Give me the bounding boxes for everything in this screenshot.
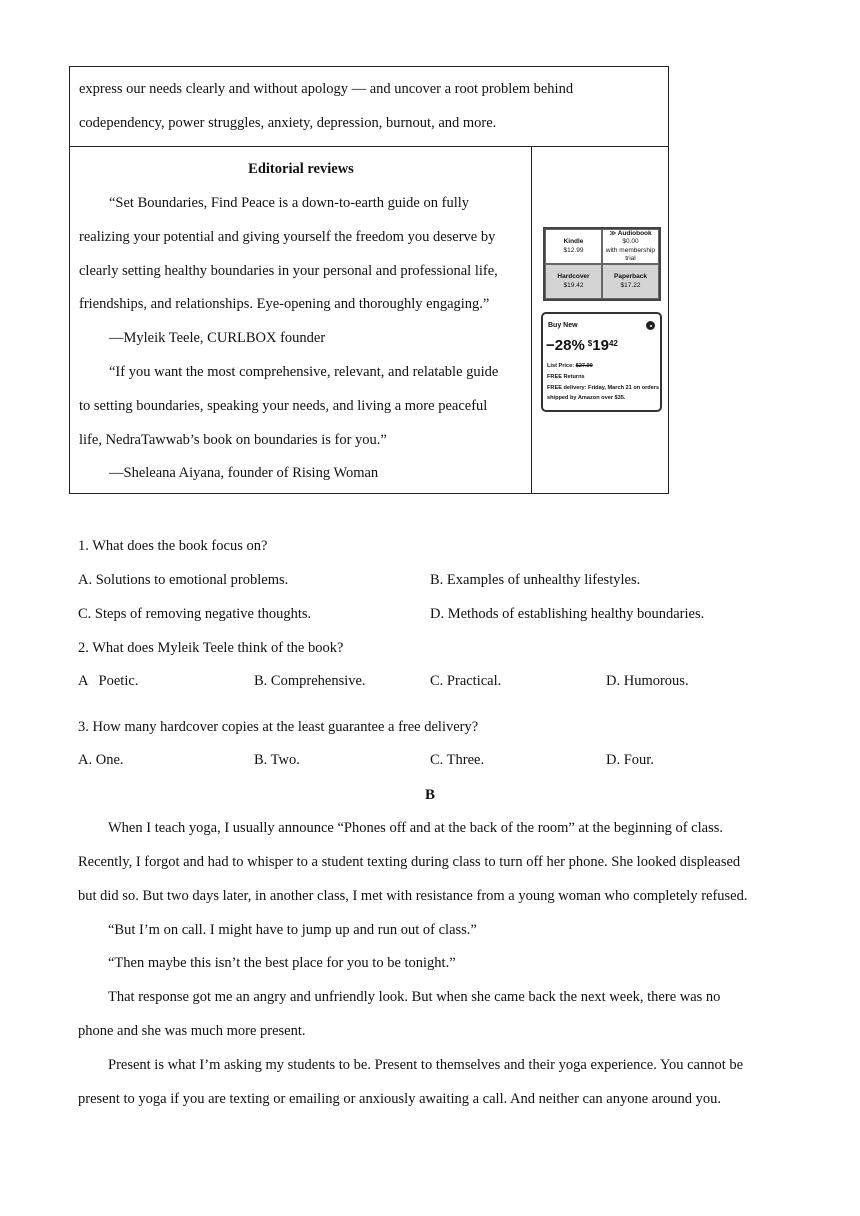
passage-line: When I teach yoga, I usually announce “Phones off and at the back of the room” at the beginning of class. xyxy=(108,820,723,836)
review-line: friendships, and relationships. Eye-opening and thoroughly engaging.” xyxy=(79,296,490,312)
passage-line: Recently, I forgot and had to whisper to a student texting during class to turn off her phone. She looked displeased xyxy=(78,854,741,870)
format-price: $12.99 xyxy=(563,246,584,254)
answer-option: B. Two. xyxy=(254,752,300,768)
passage-line: but did so. But two days later, in another class, I met with resistance from a young woman who completely refused. xyxy=(78,888,748,904)
price-cents: 42 xyxy=(608,339,618,348)
format-options-grid xyxy=(543,227,661,301)
price-main: 19 xyxy=(592,337,609,354)
price-row xyxy=(546,337,618,354)
book-info-table xyxy=(69,66,669,494)
description-line: codependency, power struggles, anxiety, depression, burnout, and more. xyxy=(79,115,497,131)
answer-option: D. Four. xyxy=(606,752,654,768)
format-name: Paperback xyxy=(614,273,647,281)
review-line: life, NedraTawwab’s book on boundaries is for you.” xyxy=(79,432,387,448)
buy-box xyxy=(541,312,662,412)
product-image-cell xyxy=(532,147,668,493)
review-line: “Set Boundaries, Find Peace is a down-to-earth guide on fully xyxy=(109,195,470,211)
question-text: 3. How many hardcover copies at the least guarantee a free delivery? xyxy=(78,719,479,735)
free-returns: FREE Returns xyxy=(547,374,585,380)
section-heading: B xyxy=(424,787,435,803)
review-line: clearly setting healthy boundaries in your personal and professional life, xyxy=(79,263,498,279)
answer-option: C. Practical. xyxy=(430,673,502,689)
answer-option: D. Methods of establishing healthy boundaries. xyxy=(430,606,705,622)
question-text: 1. What does the book focus on? xyxy=(78,538,268,554)
radio-selected-icon xyxy=(646,321,655,330)
format-hardcover xyxy=(545,264,602,299)
answer-option: D. Humorous. xyxy=(606,673,689,689)
buy-new-label: Buy New xyxy=(548,322,578,329)
passage-line: present to yoga if you are texting or emailing or anxiously awaiting a call. And neither can anyone around you. xyxy=(78,1091,722,1107)
passage-line: “But I’m on call. I might have to jump up and run out of class.” xyxy=(108,922,477,938)
format-note: with membership trial xyxy=(605,246,656,262)
passage-line: “Then maybe this isn’t the best place for you to be tonight.” xyxy=(108,955,456,971)
book-description-cell xyxy=(70,67,668,147)
question-text: 2. What does Myleik Teele think of the book? xyxy=(78,640,344,656)
answer-option: C. Three. xyxy=(430,752,485,768)
list-price-row xyxy=(547,363,593,369)
passage-line: That response got me an angry and unfriendly look. But when she came back the next week, there was no xyxy=(108,989,721,1005)
answer-option: B. Examples of unhealthy lifestyles. xyxy=(430,572,641,588)
format-name: Hardcover xyxy=(557,273,590,281)
delivery-info: shipped by Amazon over $35. xyxy=(547,395,626,401)
list-price: $27.00 xyxy=(575,363,593,369)
list-price-label: List Price: xyxy=(547,363,575,369)
format-price: $0.00 xyxy=(622,238,639,246)
answer-option: B. Comprehensive. xyxy=(254,673,366,689)
delivery-info: FREE delivery: Friday, March 21 on orders xyxy=(547,385,660,391)
answer-option: C. Steps of removing negative thoughts. xyxy=(78,606,312,622)
review-attribution: —Sheleana Aiyana, founder of Rising Woman xyxy=(109,465,379,481)
answer-option: A. Solutions to emotional problems. xyxy=(78,572,289,588)
answer-option: A Poetic. xyxy=(78,673,139,689)
review-line: “If you want the most comprehensive, relevant, and relatable guide xyxy=(109,364,499,380)
description-line: express our needs clearly and without apology — and uncover a root problem behind xyxy=(79,81,574,97)
price-currency: $ xyxy=(587,339,593,348)
editorial-reviews-cell xyxy=(70,147,532,493)
audible-icon: ≫ xyxy=(609,230,618,238)
review-line: to setting boundaries, speaking your needs, and living a more peaceful xyxy=(79,398,488,414)
editorial-reviews-title: Editorial reviews xyxy=(248,161,354,177)
passage-line: Present is what I’m asking my students to be. Present to themselves and their yoga experience. You cannot be xyxy=(108,1057,744,1073)
review-attribution: —Myleik Teele, CURLBOX founder xyxy=(109,330,326,346)
format-name: Kindle xyxy=(563,238,584,246)
format-paperback xyxy=(602,264,659,299)
format-price: $19.42 xyxy=(563,281,584,289)
format-kindle xyxy=(545,229,602,264)
discount-percent: −28% xyxy=(546,337,585,354)
review-line: realizing your potential and giving yourself the freedom you deserve by xyxy=(79,229,496,245)
format-name: ≫ Audiobook xyxy=(609,230,652,238)
format-price: $17.22 xyxy=(620,281,641,289)
passage-line: phone and she was much more present. xyxy=(78,1023,306,1039)
answer-option: A. One. xyxy=(78,752,124,768)
format-audiobook xyxy=(602,229,659,264)
